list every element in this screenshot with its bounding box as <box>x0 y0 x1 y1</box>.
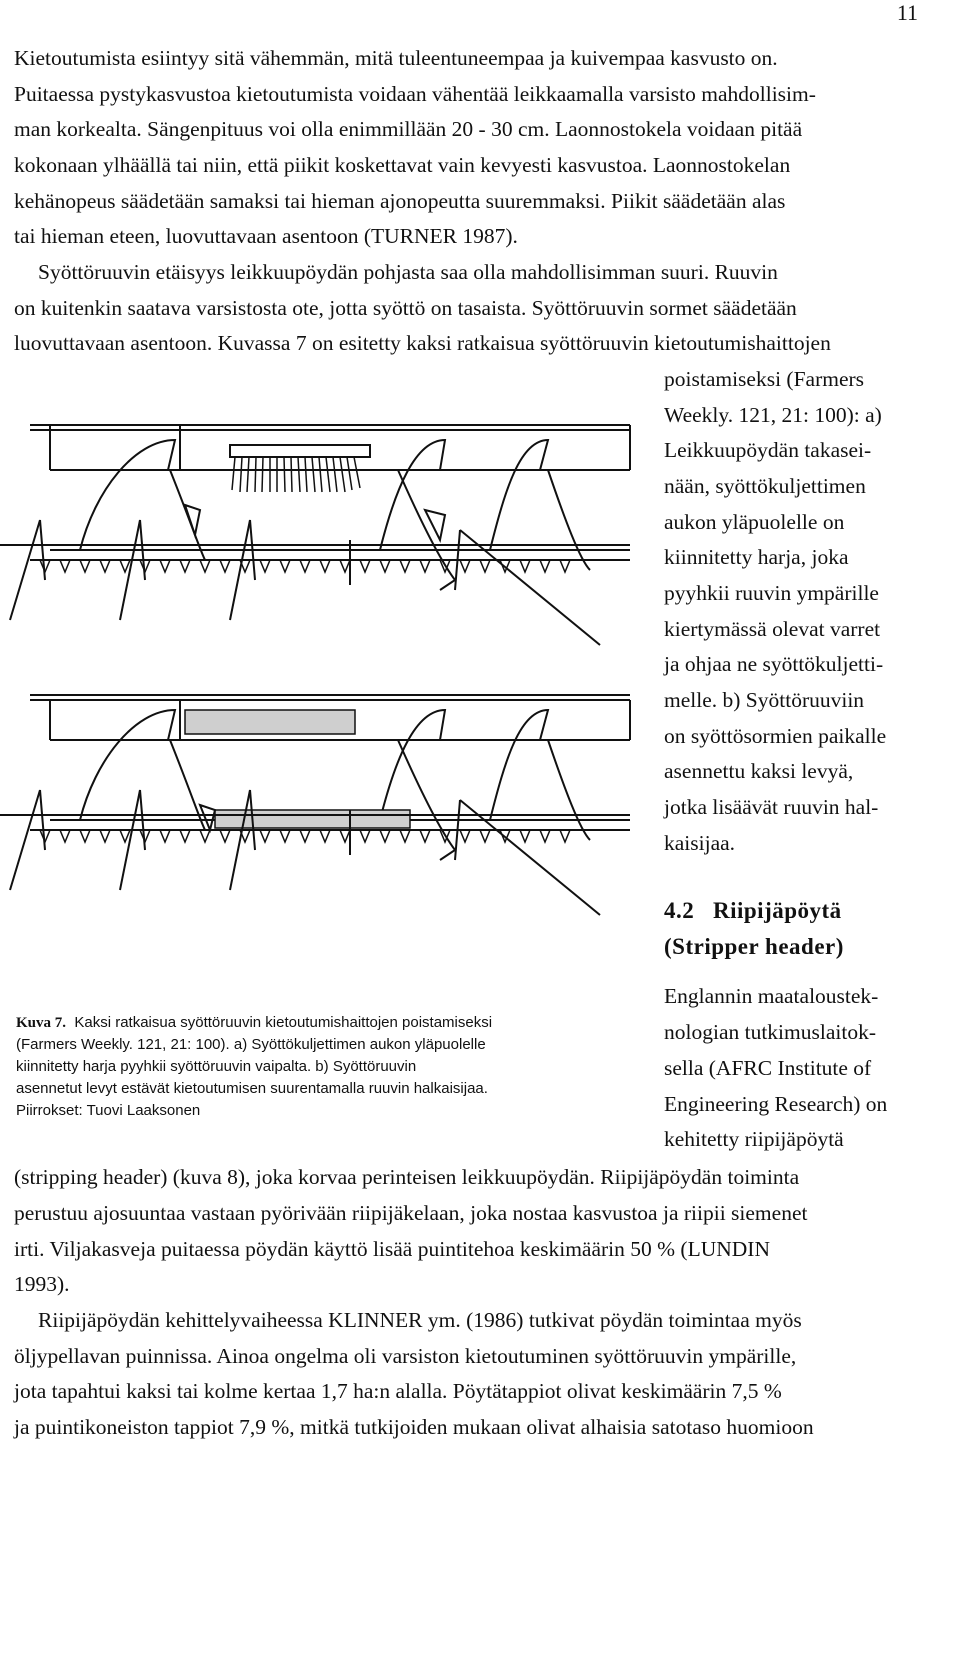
section-subtitle: (Stripper header) <box>664 934 844 959</box>
side-line: kiinnitetty harja, joka <box>664 545 849 569</box>
side-line: jotka lisäävät ruuvin hal- <box>664 795 879 819</box>
paragraph-line: kokonaan ylhäällä tai niin, että piikit koskettavat vain kevyesti kasvustoa. Laonnostokelan <box>14 153 791 177</box>
brush-bristles <box>232 457 360 492</box>
body-line: jota tapahtui kaksi tai kolme kertaa 1,7 ha:n alalla. Pöytätappiot olivat keskimäärin 7,5 % <box>14 1379 782 1403</box>
body-line: irti. Viljakasveja puitaessa pöydän käyttö lisää puintitehoa keskimäärin 50 % (LUNDIN <box>14 1237 770 1261</box>
side-line: kiertymässä olevat varret <box>664 617 881 641</box>
caption-line: Piirrokset: Tuovi Laaksonen <box>16 1102 201 1119</box>
paragraph-line: kehänopeus säädetään samaksi tai hieman ajonopeutta suuremmaksi. Piikit säädetään alas <box>14 189 786 213</box>
section-side-line: nologian tutkimuslaitok- <box>664 1020 876 1044</box>
side-line: asennettu kaksi levyä, <box>664 759 854 783</box>
side-line: Weekly. 121, 21: 100): a) <box>664 403 882 427</box>
drawing-b-plates <box>0 695 630 915</box>
section-heading <box>664 895 842 927</box>
paragraph-line: man korkealta. Sängenpituus voi olla enimmillään 20 - 30 cm. Laonnostokela voidaan pitää <box>14 117 803 141</box>
paragraph-line: Kietoutumista esiintyy sitä vähemmän, mitä tuleentuneempaa ja kuivempaa kasvusto on. <box>14 46 778 70</box>
cutter-teeth <box>40 560 570 572</box>
paragraph-line: Puitaessa pystykasvustoa kietoutumista voidaan vähentää leikkaamalla varsisto mahdollisim- <box>14 82 816 106</box>
caption-label: Kuva 7. <box>16 1015 67 1031</box>
caption-line: asennetut levyt estävät kietoutumisen suurentamalla ruuvin halkaisijaa. <box>16 1080 488 1097</box>
figure-7-drawings <box>0 410 660 1000</box>
side-line: on syöttösormien paikalle <box>664 724 887 748</box>
side-line: nään, syöttökuljettimen <box>664 474 866 498</box>
body-line: Riipijäpöydän kehittelyvaiheessa KLINNER ym. (1986) tutkivat pöydän toimintaa myös <box>38 1308 802 1332</box>
body-line: ja puintikoneiston tappiot 7,9 %, mitkä tutkijoiden mukaan olivat alhaisia satotaso huomioon <box>14 1415 814 1439</box>
side-line: Leikkuupöydän takasei- <box>664 438 872 462</box>
section-title: Riipijäpöytä <box>713 898 842 923</box>
side-line: ja ohjaa ne syöttökuljetti- <box>664 652 884 676</box>
side-line: kaisijaa. <box>664 831 736 855</box>
paragraph-line: tai hieman eteen, luovuttavaan asentoon (TURNER 1987). <box>14 224 518 248</box>
section-side-line: Engineering Research) on <box>664 1092 888 1116</box>
side-line: pyyhkii ruuvin ympärille <box>664 581 879 605</box>
body-line: (stripping header) (kuva 8), joka korvaa perinteisen leikkuupöydän. Riipijäpöydän toiminta <box>14 1165 800 1189</box>
figure-caption: Kuva 7. Kaksi ratkaisua syöttöruuvin kietoutumishaittojen poistamiseksi (Farmers Weekly. 121, 21: 100). a) Syöttökuljettimen aukon yläpuolelle kiinnitetty harja pyyhkii syöttöruuvin vaipalta. b) Syöttöruuvin asennetut levyt estävät kietoutumisen suurentamalla ruuvin halkaisijaa. Piirrokset: Tuovi Laaksonen <box>16 1012 656 1122</box>
caption-line: kiinnitetty harja pyyhkii syöttöruuvin vaipalta. b) Syöttöruuvin <box>16 1058 417 1075</box>
caption-line: (Farmers Weekly. 121, 21: 100). a) Syöttökuljettimen aukon yläpuolelle <box>16 1036 486 1053</box>
page-number: 11 <box>896 0 918 25</box>
section-side-line: kehitetty riipijäpöytä <box>664 1127 844 1151</box>
body-line: 1993). <box>14 1272 70 1296</box>
plate-upper <box>185 710 355 734</box>
paragraph-line: on kuitenkin saatava varsistosta ote, jotta syöttö on tasaista. Syöttöruuvin sormet säädetään <box>14 296 797 320</box>
paragraph-line: Syöttöruuvin etäisyys leikkuupöydän pohjasta saa olla mahdollisimman suuri. Ruuvin <box>38 260 778 284</box>
side-line: poistamiseksi (Farmers <box>664 367 865 391</box>
section-number: 4.2 <box>664 898 695 923</box>
side-line: melle. b) Syöttöruuviin <box>664 688 865 712</box>
paragraph-line: luovuttavaan asentoon. Kuvassa 7 on esitetty kaksi ratkaisua syöttöruuvin kietoutumishaittojen <box>14 331 831 355</box>
side-line: aukon yläpuolelle on <box>664 510 845 534</box>
drawing-a-brush <box>0 425 630 645</box>
section-side-line: sella (AFRC Institute of <box>664 1056 872 1080</box>
body-line: perustuu ajosuuntaa vastaan pyörivään riipijäkelaan, joka nostaa kasvustoa ja riipii siemenet <box>14 1201 808 1225</box>
section-side-line: Englannin maataloustek- <box>664 984 879 1008</box>
body-line: öljypellavan puinnissa. Ainoa ongelma oli varsiston kietoutuminen syöttöruuvin ympärille, <box>14 1344 797 1368</box>
